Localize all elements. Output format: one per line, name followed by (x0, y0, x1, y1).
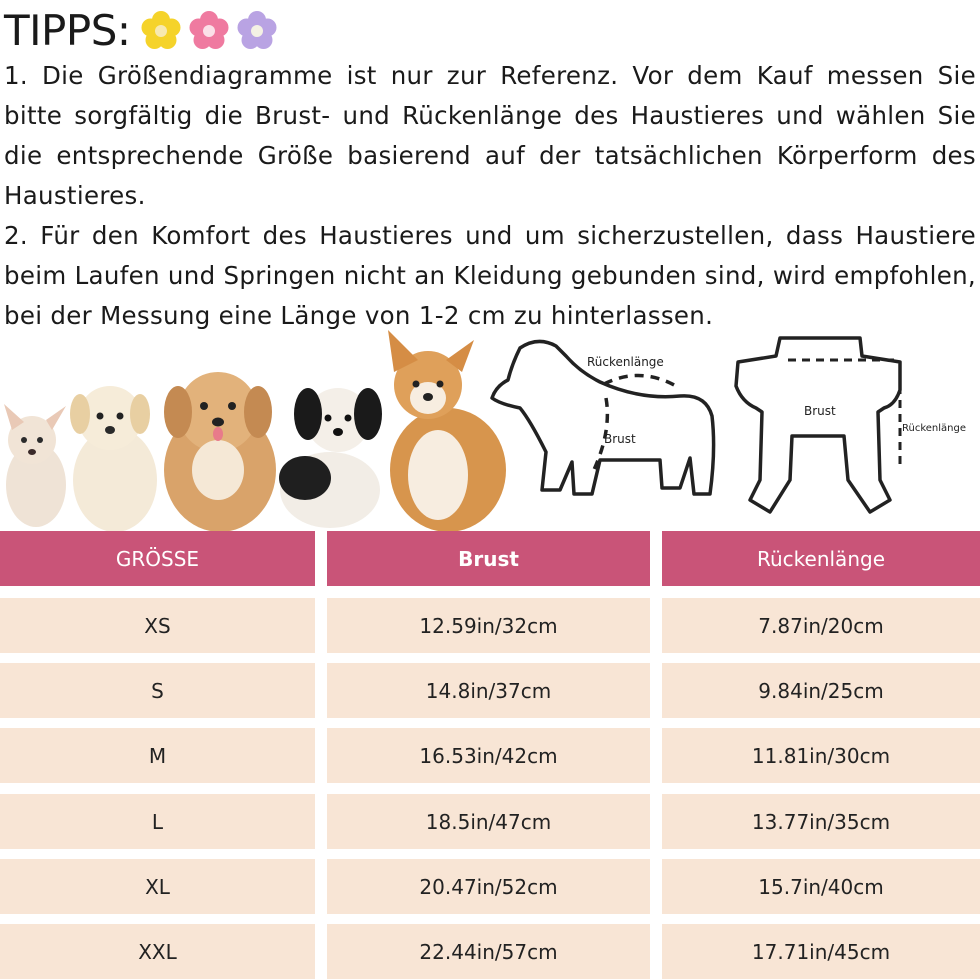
chest-cell: 22.44in/57cm (327, 924, 650, 979)
tip-paragraph-1: 1. Die Größendiagramme ist nur zur Referenz. Vor dem Kauf messen Sie bitte sorgfältig die Brust- und Rückenlänge des Haustieres und wählen Sie die entsprechende Größe basierend auf der tatsächlichen Körperform des Haustieres. (4, 61, 976, 210)
black-white-puppy-image (279, 388, 382, 528)
back-length-cell: 11.81in/30cm (662, 728, 980, 783)
back-length-cell: 7.87in/20cm (662, 598, 980, 653)
pink-flower-icon (187, 9, 231, 53)
back-length-cell: 15.7in/40cm (662, 859, 980, 914)
yellow-flower-icon (139, 9, 183, 53)
flower-decorations (139, 9, 279, 53)
header-chest: Brust (327, 531, 650, 586)
table-row (0, 924, 980, 979)
chihuahua-image (4, 404, 66, 527)
garment-back-length-label: Rückenlänge (902, 423, 967, 434)
white-puppy-image (70, 386, 157, 532)
chest-cell: 20.47in/52cm (327, 859, 650, 914)
chest-cell: 14.8in/37cm (327, 663, 650, 718)
size-cell: XL (0, 859, 315, 914)
corgi-image (388, 330, 506, 532)
garment-chest-label: Brust (804, 404, 836, 418)
chest-cell: 18.5in/47cm (327, 794, 650, 849)
tip-paragraph-2: 2. Für den Komfort des Haustieres und um sicherzustellen, dass Haustiere beim Laufen und Springen nicht an Kleidung gebunden sind, wird empfohlen, bei der Messung eine Länge von 1-2 cm zu hinterlassen. (4, 221, 976, 330)
purple-flower-icon (235, 9, 279, 53)
header-size: GRÖSSE (0, 531, 315, 586)
size-cell: S (0, 663, 315, 718)
table-row (0, 859, 980, 914)
size-table-header (0, 531, 980, 586)
garment-measurement-diagram (736, 338, 900, 512)
chest-cell: 16.53in/42cm (327, 728, 650, 783)
dogs-and-measurement-illustration (0, 330, 980, 535)
back-length-cell: 17.71in/45cm (662, 924, 980, 979)
back-length-cell: 13.77in/35cm (662, 794, 980, 849)
dog-chest-label: Brust (604, 432, 636, 446)
size-cell: M (0, 728, 315, 783)
size-cell: XS (0, 598, 315, 653)
golden-puppy-image (164, 372, 276, 532)
table-row (0, 794, 980, 849)
table-row (0, 598, 980, 653)
table-row (0, 728, 980, 783)
dog-back-length-label: Rückenlänge (587, 355, 664, 369)
back-length-cell: 9.84in/25cm (662, 663, 980, 718)
chest-cell: 12.59in/32cm (327, 598, 650, 653)
size-cell: XXL (0, 924, 315, 979)
table-row (0, 663, 980, 718)
page-title: TIPPS: (4, 6, 131, 55)
header-back-length: Rückenlänge (662, 531, 980, 586)
title-row (4, 4, 279, 58)
size-cell: L (0, 794, 315, 849)
